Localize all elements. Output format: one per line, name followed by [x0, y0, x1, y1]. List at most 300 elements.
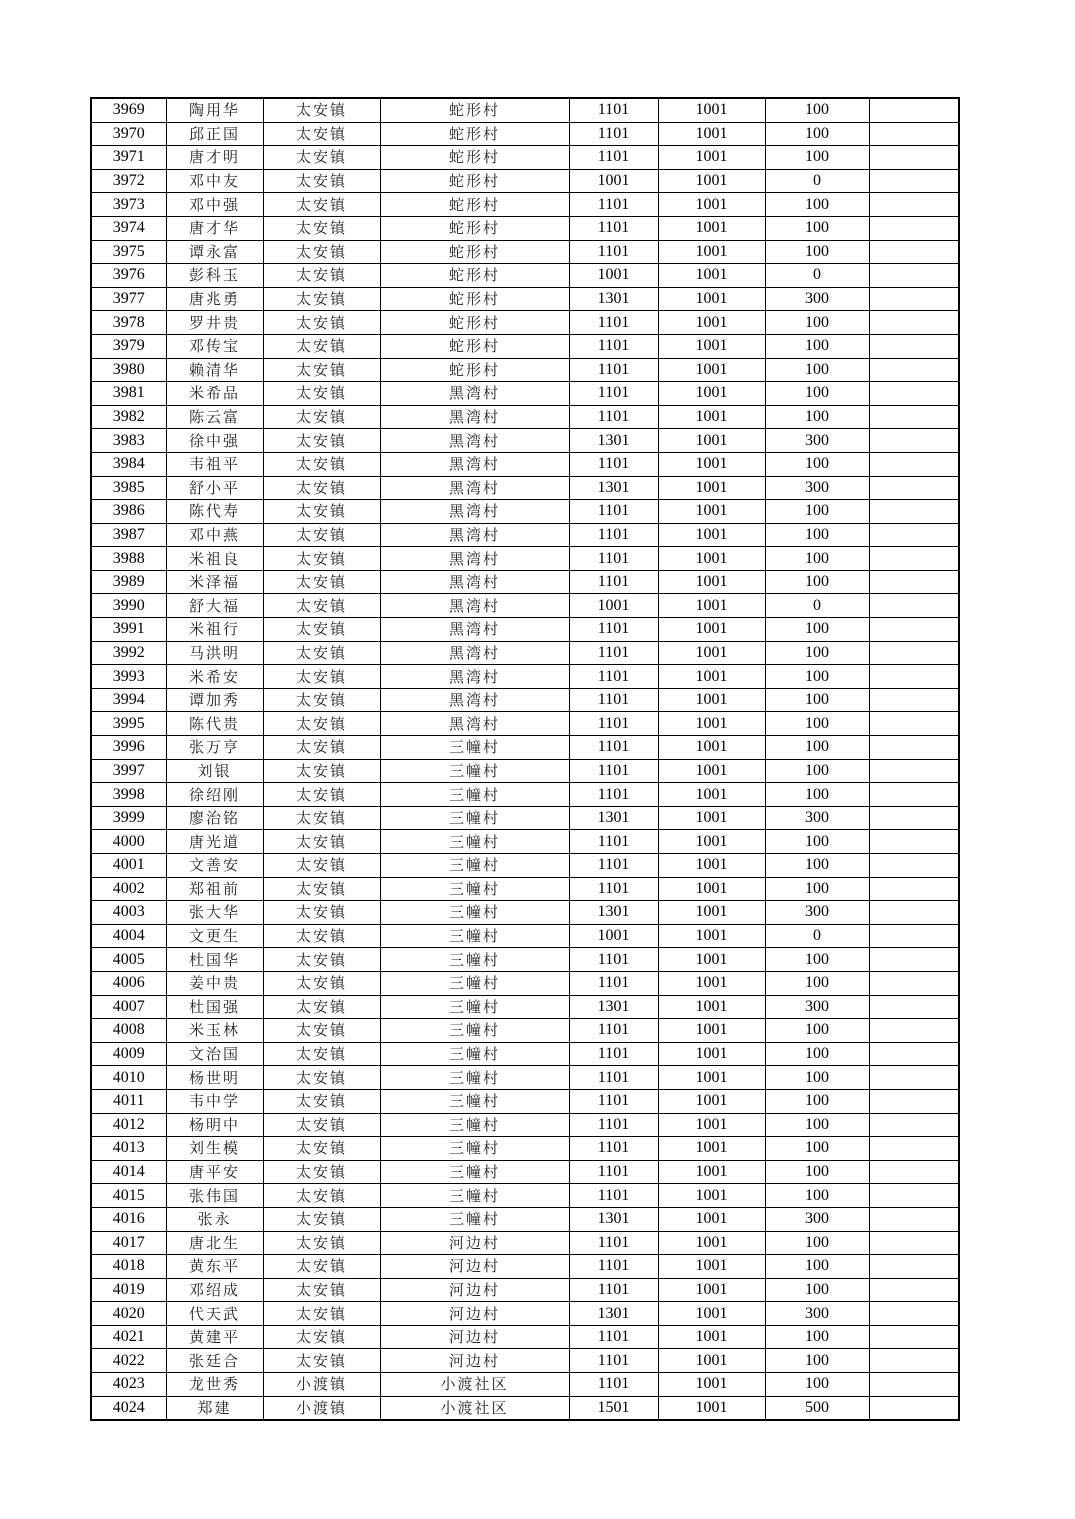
- cell-note: [869, 240, 959, 264]
- cell-name: 米玉林: [166, 1019, 263, 1043]
- cell-amount: 100: [765, 1278, 869, 1302]
- cell-town: 太安镇: [263, 736, 380, 760]
- table-row: [91, 1278, 959, 1302]
- cell-amount: 100: [765, 1373, 869, 1397]
- cell-code-b: 1001: [658, 523, 765, 547]
- cell-serial-number: 3999: [91, 806, 166, 830]
- cell-note: [869, 1066, 959, 1090]
- cell-name: 张大华: [166, 901, 263, 925]
- cell-note: [869, 1255, 959, 1279]
- cell-village: 黑湾村: [380, 712, 569, 736]
- cell-village: 三幢村: [380, 759, 569, 783]
- cell-code-b: 1001: [658, 618, 765, 642]
- cell-name: 邓中强: [166, 193, 263, 217]
- cell-code-a: 1101: [569, 122, 658, 146]
- cell-code-b: 1001: [658, 287, 765, 311]
- cell-name: 唐平安: [166, 1160, 263, 1184]
- cell-serial-number: 3984: [91, 452, 166, 476]
- cell-village: 三幢村: [380, 1137, 569, 1161]
- cell-amount: 100: [765, 665, 869, 689]
- cell-name: 徐中强: [166, 429, 263, 453]
- cell-amount: 300: [765, 901, 869, 925]
- table-row: [91, 429, 959, 453]
- cell-name: 徐绍刚: [166, 783, 263, 807]
- cell-town: 太安镇: [263, 971, 380, 995]
- table-row: [91, 877, 959, 901]
- cell-village: 蛇形村: [380, 287, 569, 311]
- table-row: [91, 240, 959, 264]
- cell-code-a: 1101: [569, 1349, 658, 1373]
- cell-code-a: 1101: [569, 1231, 658, 1255]
- cell-name: 罗井贵: [166, 311, 263, 335]
- table-row: [91, 1373, 959, 1397]
- cell-note: [869, 783, 959, 807]
- cell-note: [869, 382, 959, 406]
- cell-code-b: 1001: [658, 1373, 765, 1397]
- cell-village: 蛇形村: [380, 358, 569, 382]
- cell-amount: 100: [765, 1231, 869, 1255]
- cell-town: 太安镇: [263, 98, 380, 122]
- table-row: [91, 146, 959, 170]
- cell-serial-number: 3982: [91, 405, 166, 429]
- cell-name: 张伟国: [166, 1184, 263, 1208]
- cell-code-b: 1001: [658, 500, 765, 524]
- cell-name: 邓绍成: [166, 1278, 263, 1302]
- cell-code-b: 1001: [658, 1089, 765, 1113]
- cell-serial-number: 4011: [91, 1089, 166, 1113]
- cell-code-a: 1101: [569, 1184, 658, 1208]
- cell-amount: 100: [765, 1113, 869, 1137]
- cell-amount: 100: [765, 948, 869, 972]
- cell-note: [869, 476, 959, 500]
- cell-village: 三幢村: [380, 1042, 569, 1066]
- cell-serial-number: 4007: [91, 995, 166, 1019]
- cell-town: 太安镇: [263, 688, 380, 712]
- table-row: [91, 382, 959, 406]
- cell-code-b: 1001: [658, 1207, 765, 1231]
- cell-amount: 100: [765, 854, 869, 878]
- cell-town: 太安镇: [263, 1160, 380, 1184]
- cell-village: 三幢村: [380, 924, 569, 948]
- cell-note: [869, 1373, 959, 1397]
- cell-code-a: 1101: [569, 1113, 658, 1137]
- cell-name: 舒大福: [166, 594, 263, 618]
- table-row: [91, 665, 959, 689]
- cell-code-a: 1101: [569, 98, 658, 122]
- cell-name: 舒小平: [166, 476, 263, 500]
- cell-name: 张万亨: [166, 736, 263, 760]
- cell-name: 陈云富: [166, 405, 263, 429]
- cell-code-b: 1001: [658, 948, 765, 972]
- cell-code-a: 1101: [569, 1160, 658, 1184]
- cell-village: 三幢村: [380, 1113, 569, 1137]
- cell-amount: 100: [765, 688, 869, 712]
- cell-name: 邓传宝: [166, 334, 263, 358]
- cell-code-a: 1101: [569, 665, 658, 689]
- cell-name: 唐光道: [166, 830, 263, 854]
- cell-name: 邓中燕: [166, 523, 263, 547]
- cell-code-a: 1001: [569, 924, 658, 948]
- cell-serial-number: 4016: [91, 1207, 166, 1231]
- cell-code-b: 1001: [658, 146, 765, 170]
- table-row: [91, 547, 959, 571]
- cell-name: 文治国: [166, 1042, 263, 1066]
- cell-town: 太安镇: [263, 264, 380, 288]
- cell-code-a: 1101: [569, 783, 658, 807]
- cell-village: 河边村: [380, 1231, 569, 1255]
- cell-serial-number: 3981: [91, 382, 166, 406]
- cell-code-b: 1001: [658, 712, 765, 736]
- table-row: [91, 712, 959, 736]
- cell-name: 廖治铭: [166, 806, 263, 830]
- cell-amount: 100: [765, 1325, 869, 1349]
- cell-code-a: 1101: [569, 405, 658, 429]
- cell-serial-number: 4013: [91, 1137, 166, 1161]
- table-row: [91, 901, 959, 925]
- cell-code-a: 1101: [569, 618, 658, 642]
- cell-amount: 100: [765, 830, 869, 854]
- cell-name: 杨世明: [166, 1066, 263, 1090]
- cell-town: 太安镇: [263, 948, 380, 972]
- cell-name: 杜国华: [166, 948, 263, 972]
- cell-code-b: 1001: [658, 783, 765, 807]
- cell-code-a: 1101: [569, 641, 658, 665]
- cell-code-b: 1001: [658, 216, 765, 240]
- cell-town: 太安镇: [263, 901, 380, 925]
- cell-serial-number: 3979: [91, 334, 166, 358]
- cell-town: 太安镇: [263, 594, 380, 618]
- cell-town: 太安镇: [263, 146, 380, 170]
- cell-town: 太安镇: [263, 806, 380, 830]
- cell-village: 三幢村: [380, 1160, 569, 1184]
- cell-amount: 100: [765, 1089, 869, 1113]
- cell-town: 太安镇: [263, 193, 380, 217]
- cell-town: 太安镇: [263, 1019, 380, 1043]
- cell-code-a: 1301: [569, 995, 658, 1019]
- cell-serial-number: 4008: [91, 1019, 166, 1043]
- cell-village: 小渡社区: [380, 1373, 569, 1397]
- cell-village: 河边村: [380, 1255, 569, 1279]
- cell-name: 唐兆勇: [166, 287, 263, 311]
- cell-serial-number: 4001: [91, 854, 166, 878]
- cell-village: 黑湾村: [380, 688, 569, 712]
- cell-code-a: 1301: [569, 1302, 658, 1326]
- cell-code-a: 1501: [569, 1396, 658, 1420]
- cell-amount: 100: [765, 783, 869, 807]
- cell-town: 太安镇: [263, 452, 380, 476]
- cell-note: [869, 901, 959, 925]
- cell-amount: 100: [765, 358, 869, 382]
- cell-note: [869, 1278, 959, 1302]
- cell-amount: 100: [765, 618, 869, 642]
- cell-serial-number: 3969: [91, 98, 166, 122]
- cell-serial-number: 3985: [91, 476, 166, 500]
- cell-code-b: 1001: [658, 806, 765, 830]
- cell-note: [869, 146, 959, 170]
- cell-amount: 100: [765, 736, 869, 760]
- cell-amount: 100: [765, 405, 869, 429]
- cell-name: 张永: [166, 1207, 263, 1231]
- cell-village: 黑湾村: [380, 429, 569, 453]
- cell-town: 太安镇: [263, 759, 380, 783]
- cell-serial-number: 4015: [91, 1184, 166, 1208]
- cell-note: [869, 995, 959, 1019]
- table-row: [91, 594, 959, 618]
- cell-amount: 0: [765, 924, 869, 948]
- cell-village: 黑湾村: [380, 594, 569, 618]
- cell-serial-number: 4006: [91, 971, 166, 995]
- cell-code-a: 1301: [569, 1207, 658, 1231]
- cell-village: 黑湾村: [380, 523, 569, 547]
- cell-serial-number: 3988: [91, 547, 166, 571]
- table-row: [91, 783, 959, 807]
- cell-village: 黑湾村: [380, 382, 569, 406]
- cell-town: 太安镇: [263, 924, 380, 948]
- cell-note: [869, 570, 959, 594]
- cell-code-b: 1001: [658, 1325, 765, 1349]
- cell-serial-number: 4023: [91, 1373, 166, 1397]
- cell-note: [869, 1302, 959, 1326]
- cell-town: 太安镇: [263, 830, 380, 854]
- cell-note: [869, 830, 959, 854]
- table-row: [91, 311, 959, 335]
- cell-code-b: 1001: [658, 1278, 765, 1302]
- cell-village: 蛇形村: [380, 122, 569, 146]
- cell-amount: 300: [765, 287, 869, 311]
- cell-code-b: 1001: [658, 429, 765, 453]
- cell-code-b: 1001: [658, 995, 765, 1019]
- cell-code-b: 1001: [658, 971, 765, 995]
- cell-amount: 100: [765, 1137, 869, 1161]
- cell-village: 河边村: [380, 1349, 569, 1373]
- table-row: [91, 924, 959, 948]
- cell-serial-number: 3990: [91, 594, 166, 618]
- cell-village: 三幢村: [380, 1184, 569, 1208]
- table-row: [91, 1325, 959, 1349]
- cell-serial-number: 3994: [91, 688, 166, 712]
- cell-note: [869, 334, 959, 358]
- cell-amount: 100: [765, 500, 869, 524]
- cell-amount: 100: [765, 311, 869, 335]
- cell-town: 太安镇: [263, 405, 380, 429]
- cell-code-b: 1001: [658, 1019, 765, 1043]
- cell-village: 黑湾村: [380, 618, 569, 642]
- cell-town: 太安镇: [263, 1042, 380, 1066]
- cell-note: [869, 806, 959, 830]
- cell-name: 米希安: [166, 665, 263, 689]
- cell-note: [869, 193, 959, 217]
- cell-code-a: 1301: [569, 476, 658, 500]
- cell-amount: 300: [765, 806, 869, 830]
- cell-town: 太安镇: [263, 382, 380, 406]
- cell-code-b: 1001: [658, 1255, 765, 1279]
- cell-serial-number: 3989: [91, 570, 166, 594]
- cell-code-b: 1001: [658, 193, 765, 217]
- cell-note: [869, 1207, 959, 1231]
- cell-village: 小渡社区: [380, 1396, 569, 1420]
- cell-serial-number: 3992: [91, 641, 166, 665]
- cell-note: [869, 452, 959, 476]
- cell-note: [869, 358, 959, 382]
- cell-serial-number: 4009: [91, 1042, 166, 1066]
- cell-code-b: 1001: [658, 334, 765, 358]
- cell-note: [869, 1231, 959, 1255]
- cell-note: [869, 122, 959, 146]
- cell-name: 唐北生: [166, 1231, 263, 1255]
- cell-village: 三幢村: [380, 830, 569, 854]
- cell-village: 蛇形村: [380, 193, 569, 217]
- cell-town: 太安镇: [263, 1207, 380, 1231]
- table-row: [91, 736, 959, 760]
- cell-village: 三幢村: [380, 1019, 569, 1043]
- table-row: [91, 264, 959, 288]
- cell-village: 三幢村: [380, 995, 569, 1019]
- cell-code-a: 1101: [569, 877, 658, 901]
- table-row: [91, 1231, 959, 1255]
- cell-serial-number: 4017: [91, 1231, 166, 1255]
- cell-name: 谭永富: [166, 240, 263, 264]
- cell-code-a: 1101: [569, 1066, 658, 1090]
- table-row: [91, 358, 959, 382]
- cell-amount: 100: [765, 1255, 869, 1279]
- cell-serial-number: 4010: [91, 1066, 166, 1090]
- cell-town: 太安镇: [263, 169, 380, 193]
- cell-town: 太安镇: [263, 1325, 380, 1349]
- cell-code-a: 1301: [569, 806, 658, 830]
- cell-name: 唐才明: [166, 146, 263, 170]
- cell-code-b: 1001: [658, 924, 765, 948]
- table-row: [91, 169, 959, 193]
- cell-serial-number: 3978: [91, 311, 166, 335]
- cell-note: [869, 1396, 959, 1420]
- cell-name: 米祖行: [166, 618, 263, 642]
- cell-amount: 100: [765, 1184, 869, 1208]
- cell-code-b: 1001: [658, 736, 765, 760]
- cell-amount: 100: [765, 193, 869, 217]
- cell-note: [869, 98, 959, 122]
- cell-code-b: 1001: [658, 641, 765, 665]
- cell-code-b: 1001: [658, 98, 765, 122]
- cell-amount: 100: [765, 1160, 869, 1184]
- cell-village: 黑湾村: [380, 547, 569, 571]
- cell-serial-number: 3997: [91, 759, 166, 783]
- cell-amount: 100: [765, 122, 869, 146]
- cell-code-a: 1101: [569, 830, 658, 854]
- cell-name: 赖清华: [166, 358, 263, 382]
- cell-village: 黑湾村: [380, 665, 569, 689]
- table-row: [91, 1137, 959, 1161]
- table-row: [91, 1302, 959, 1326]
- cell-serial-number: 4004: [91, 924, 166, 948]
- cell-code-a: 1001: [569, 169, 658, 193]
- table-row: [91, 830, 959, 854]
- cell-town: 太安镇: [263, 1255, 380, 1279]
- cell-town: 太安镇: [263, 854, 380, 878]
- table-row: [91, 287, 959, 311]
- cell-serial-number: 4003: [91, 901, 166, 925]
- cell-serial-number: 4002: [91, 877, 166, 901]
- table-row: [91, 1089, 959, 1113]
- cell-village: 河边村: [380, 1278, 569, 1302]
- cell-village: 黑湾村: [380, 452, 569, 476]
- table-row: [91, 98, 959, 122]
- cell-code-a: 1101: [569, 311, 658, 335]
- cell-name: 米泽福: [166, 570, 263, 594]
- table-row: [91, 618, 959, 642]
- cell-code-b: 1001: [658, 264, 765, 288]
- cell-village: 黑湾村: [380, 500, 569, 524]
- cell-village: 三幢村: [380, 1066, 569, 1090]
- cell-code-a: 1101: [569, 1278, 658, 1302]
- cell-note: [869, 712, 959, 736]
- cell-village: 蛇形村: [380, 264, 569, 288]
- table-row: [91, 1019, 959, 1043]
- cell-code-b: 1001: [658, 665, 765, 689]
- cell-code-a: 1101: [569, 334, 658, 358]
- table-row: [91, 216, 959, 240]
- cell-note: [869, 594, 959, 618]
- cell-code-a: 1101: [569, 146, 658, 170]
- table-row: [91, 334, 959, 358]
- cell-town: 太安镇: [263, 1349, 380, 1373]
- cell-serial-number: 3970: [91, 122, 166, 146]
- cell-name: 杨明中: [166, 1113, 263, 1137]
- cell-town: 太安镇: [263, 783, 380, 807]
- cell-village: 黑湾村: [380, 405, 569, 429]
- cell-code-a: 1101: [569, 1255, 658, 1279]
- cell-code-a: 1301: [569, 429, 658, 453]
- table-row: [91, 1255, 959, 1279]
- cell-serial-number: 3986: [91, 500, 166, 524]
- cell-code-b: 1001: [658, 547, 765, 571]
- cell-town: 太安镇: [263, 1278, 380, 1302]
- cell-note: [869, 311, 959, 335]
- cell-note: [869, 1137, 959, 1161]
- cell-serial-number: 4000: [91, 830, 166, 854]
- cell-code-b: 1001: [658, 169, 765, 193]
- cell-village: 三幢村: [380, 971, 569, 995]
- cell-code-a: 1101: [569, 452, 658, 476]
- cell-village: 蛇形村: [380, 146, 569, 170]
- cell-village: 三幢村: [380, 736, 569, 760]
- cell-code-a: 1101: [569, 948, 658, 972]
- cell-name: 文善安: [166, 854, 263, 878]
- cell-code-b: 1001: [658, 1302, 765, 1326]
- cell-name: 米希品: [166, 382, 263, 406]
- cell-serial-number: 3996: [91, 736, 166, 760]
- cell-name: 郑祖前: [166, 877, 263, 901]
- table-row: [91, 759, 959, 783]
- cell-note: [869, 264, 959, 288]
- table-row: [91, 806, 959, 830]
- cell-serial-number: 3987: [91, 523, 166, 547]
- table-row: [91, 1349, 959, 1373]
- cell-amount: 500: [765, 1396, 869, 1420]
- cell-serial-number: 3971: [91, 146, 166, 170]
- cell-code-a: 1101: [569, 358, 658, 382]
- cell-name: 唐才华: [166, 216, 263, 240]
- cell-code-a: 1101: [569, 193, 658, 217]
- cell-serial-number: 3975: [91, 240, 166, 264]
- cell-village: 蛇形村: [380, 169, 569, 193]
- table-row: [91, 452, 959, 476]
- cell-town: 太安镇: [263, 358, 380, 382]
- cell-note: [869, 736, 959, 760]
- table-row: [91, 1042, 959, 1066]
- cell-code-a: 1301: [569, 901, 658, 925]
- cell-code-a: 1301: [569, 287, 658, 311]
- cell-town: 太安镇: [263, 311, 380, 335]
